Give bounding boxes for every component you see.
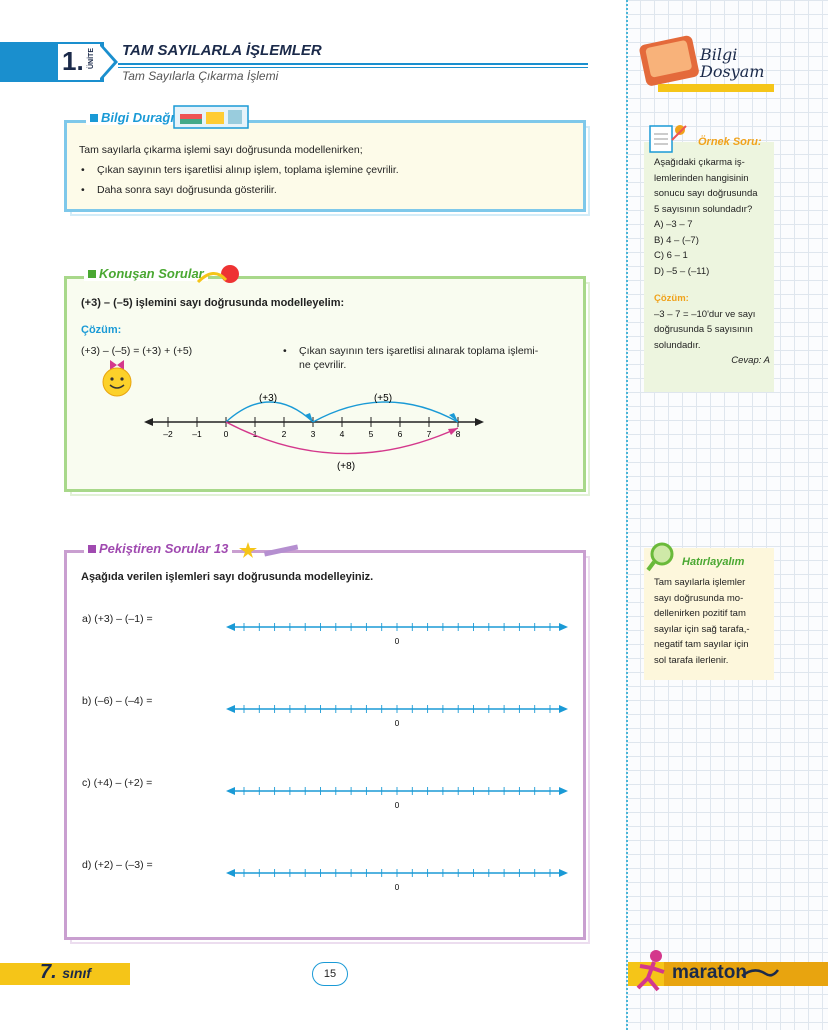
arc-label-5: (+5) — [373, 393, 393, 404]
tick-label: 7 — [426, 429, 432, 439]
tick-label: 4 — [339, 429, 345, 439]
exercise-number-line[interactable] — [224, 618, 570, 648]
konusan-note: • Çıkan sayının ters işaretlisi alınarak toplama işlemi- ne çevrilir. — [299, 344, 538, 372]
books-icon — [172, 102, 252, 130]
exercise-question: b) (–6) – (–4) = — [82, 695, 153, 707]
konusan-sorular-label: Konuşan Sorular — [84, 266, 208, 281]
tick-label: 0 — [223, 429, 229, 439]
zero-label: 0 — [394, 719, 400, 728]
tick-label: 3 — [310, 429, 316, 439]
unit-number: 1. — [62, 46, 84, 76]
tick-label: 2 — [281, 429, 287, 439]
brand-name: maraton — [672, 962, 747, 983]
brand-swoosh-icon — [740, 966, 780, 982]
header-chevron-inner — [100, 46, 114, 78]
arc-label-3: (+3) — [258, 393, 278, 404]
cozum-label: Çözüm: — [81, 324, 122, 336]
konusan-equation: (+3) – (–5) = (+3) + (+5) — [81, 345, 193, 357]
page-subtitle: Tam Sayılarla Çıkarma İşlemi — [122, 69, 279, 83]
sidebar-divider — [626, 0, 628, 1030]
runner-icon — [632, 948, 672, 996]
konusan-question: (+3) – (–5) işlemini sayı doğrusunda modelleyelim: — [81, 297, 345, 309]
cevap: Cevap: A — [731, 355, 770, 366]
pekistiren-label: Pekiştiren Sorular 13 — [84, 541, 232, 556]
header-rule-thin — [118, 67, 588, 68]
page-title: TAM SAYILARLA İŞLEMLER — [122, 42, 322, 59]
tick-label: 1 — [252, 429, 258, 439]
exercise-question: d) (+2) – (–3) = — [82, 859, 153, 871]
apple-icon — [194, 262, 248, 286]
cozum-title: Çözüm: — [654, 293, 689, 304]
tick-label: 6 — [397, 429, 403, 439]
option-b: B) 4 – (–7) — [654, 234, 699, 246]
star-pencil-icon — [238, 540, 304, 560]
tick-label: 5 — [368, 429, 374, 439]
exercise-question: a) (+3) – (–1) = — [82, 613, 153, 625]
exercise-number-line[interactable] — [224, 700, 570, 730]
exercise-number-line[interactable] — [224, 864, 570, 894]
magnifier-icon — [646, 540, 680, 574]
option-d: D) –5 – (–11) — [654, 265, 710, 277]
unit-word: ÜNİTE — [88, 48, 95, 69]
exercise-number-line[interactable] — [224, 782, 570, 812]
hatirlayalim-title: Hatırlayalım — [682, 556, 745, 568]
option-c: C) 6 – 1 — [654, 250, 688, 261]
page-number: 15 — [312, 962, 348, 986]
pekistiren-instruction: Aşağıda verilen işlemleri sayı doğrusunda modelleyiniz. — [81, 571, 374, 583]
bilgi-duragi-label: Bilgi Durağı — [86, 110, 178, 125]
tick-label: 8 — [455, 429, 461, 439]
arc-label-8: (+8) — [336, 461, 356, 472]
bilgi-duragi-box — [64, 120, 586, 212]
bilgi-bullet-2: • Daha sonra sayı doğrusunda gösterilir. — [97, 183, 277, 197]
unit-badge — [0, 42, 104, 82]
smiley-icon — [100, 356, 134, 398]
tick-label: –1 — [192, 429, 202, 439]
zero-label: 0 — [394, 801, 400, 810]
bilgi-intro: Tam sayılarla çıkarma işlemi sayı doğrusunda modellenirken; — [79, 144, 363, 156]
zero-label: 0 — [394, 883, 400, 892]
example-number-line — [140, 382, 490, 478]
hatirlayalim-text: Tam sayılarla işlemler sayı doğrusunda mo- dellenirken pozitif tam sayılar için sağ tarafa,- negatif tam sayılar için sol tarafa ilerlenir. — [654, 577, 750, 666]
ornek-soru-title: Örnek Soru: — [698, 136, 762, 148]
bilgi-dosyam-title: Bilgi Dosyam — [700, 45, 765, 81]
grade-label: 7. sınıf — [40, 961, 92, 983]
bilgi-bullet-1: • Çıkan sayının ters işaretlisi alınıp işlem, toplama işlemine çevrilir. — [97, 163, 399, 177]
label-square-icon — [88, 270, 96, 278]
ornek-soru-text: Aşağıdaki çıkarma iş- lemlerinden hangisinin sonucu sayı doğrusunda 5 sayısının solundadır? A) –3 – 7 B) 4 – (–7) C) 6 – 1 D) –5 – (–11) Çözüm: –3 – 7 = –10'dur ve sayı doğrusunda 5 sayısının solundadır. Cevap: A — [654, 155, 770, 369]
clipboard-icon — [646, 120, 696, 154]
label-square-icon — [88, 545, 96, 553]
zero-label: 0 — [394, 637, 400, 646]
exercise-question: c) (+4) – (+2) = — [82, 777, 153, 789]
tick-label: –2 — [163, 429, 173, 439]
header-rule — [118, 63, 588, 65]
label-square-icon — [90, 114, 98, 122]
option-a: A) –3 – 7 — [654, 219, 693, 230]
